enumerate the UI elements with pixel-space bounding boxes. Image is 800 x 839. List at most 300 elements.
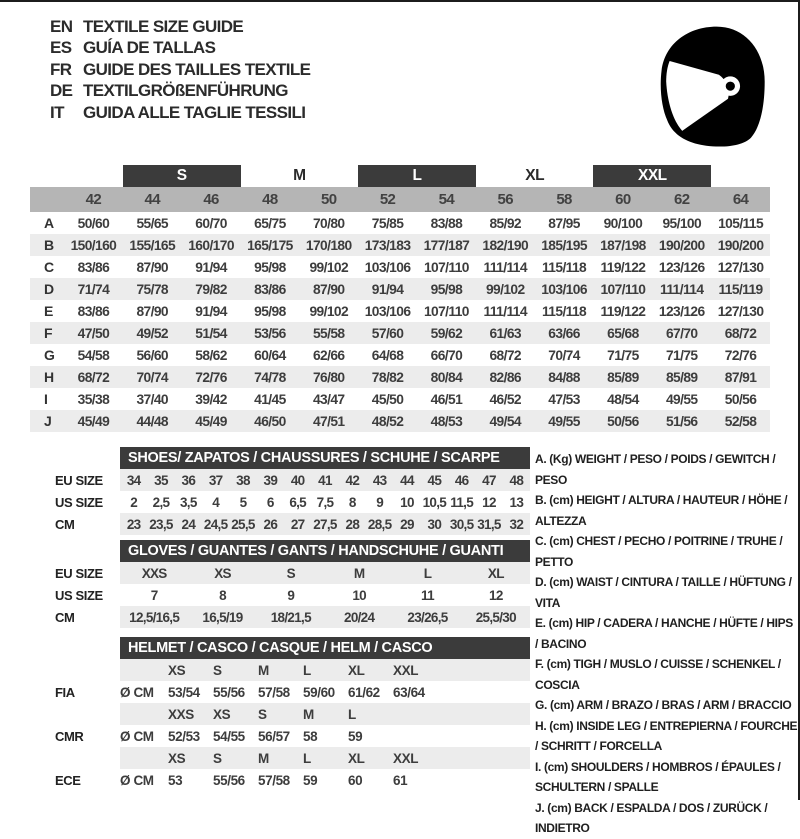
table-cell: 74/78	[254, 369, 286, 385]
size-cell: 35	[147, 469, 174, 491]
table-cell: 123/126	[658, 303, 705, 319]
legend-entry: J. (cm) BACK / ESPALDA / DOS / ZURÜCK / INDIETRO	[535, 800, 768, 835]
column-header: 42	[85, 191, 102, 208]
size-cell: 6,5	[289, 494, 306, 510]
table-cell: 155/165	[129, 237, 176, 253]
size-cell: 24	[175, 513, 202, 535]
size-cell: 27	[284, 513, 311, 535]
size-cell: 47	[475, 469, 502, 491]
table-cell: 78/82	[371, 369, 404, 385]
size-band-xxl: XXL	[593, 165, 711, 187]
racing-helmet-icon	[653, 22, 771, 148]
gloves-rows	[30, 562, 530, 628]
column-header: 58	[556, 191, 572, 208]
helmet-value-cell: 59	[303, 772, 318, 788]
table-cell: 99/102	[309, 259, 349, 275]
size-cell: L	[393, 562, 461, 584]
helmet-value-cell: 61/62	[348, 684, 380, 700]
table-cell: 71/75	[665, 347, 698, 363]
helmet-table	[30, 637, 530, 791]
table-row	[30, 366, 770, 388]
table-cell: 95/98	[254, 303, 286, 319]
helmet-size-cell: S	[258, 706, 267, 722]
size-cell: 24,5	[202, 513, 229, 535]
helmet-value-cell: 53/54	[168, 684, 200, 700]
helmet-size-cell: M	[303, 706, 314, 722]
table-cell: 53/56	[254, 325, 286, 341]
size-cell: 23	[120, 513, 147, 535]
column-header: 60	[615, 191, 631, 208]
size-cell: 10	[352, 587, 366, 603]
size-cell: 9	[376, 494, 384, 510]
table-cell: 85/89	[665, 369, 698, 385]
table-cell: 50/60	[77, 215, 110, 231]
language-title-list	[50, 16, 310, 124]
helmet-value-cell: 59/60	[303, 684, 335, 700]
shoes-table	[30, 447, 530, 535]
size-cell: 4	[212, 494, 220, 510]
table-cell: 66/70	[430, 347, 463, 363]
table-cell: 107/110	[423, 303, 469, 319]
table-cell: 49/55	[665, 391, 698, 407]
filler	[438, 659, 530, 681]
size-cell: 25,5/30	[462, 606, 530, 628]
table-cell: 50/56	[607, 413, 639, 429]
table-cell: 115/119	[718, 281, 763, 297]
size-band-m: M	[293, 167, 306, 184]
table-cell: 107/110	[423, 259, 469, 275]
column-header: 56	[497, 191, 513, 208]
table-cell: 51/54	[195, 325, 227, 341]
size-cell: 2,5	[152, 494, 170, 510]
size-cell: M	[325, 562, 393, 584]
helmet-value-cell: 61	[393, 772, 408, 788]
table-cell: 182/190	[482, 237, 529, 253]
helmet-size-cell: S	[213, 662, 222, 678]
size-cell: 8	[348, 494, 356, 510]
size-cell: 26	[257, 513, 284, 535]
table-cell: 79/82	[195, 281, 227, 297]
helmet-size-cell	[393, 703, 438, 725]
table-cell: 127/130	[717, 259, 764, 275]
helmet-value-cell: 53	[168, 772, 183, 788]
size-row	[30, 562, 530, 584]
row-label: D	[44, 281, 55, 297]
helmet-size-cell: S	[213, 750, 222, 766]
language-code: FR	[50, 59, 72, 79]
size-cell: XS	[188, 562, 256, 584]
size-cell: 43	[366, 469, 393, 491]
shoes-rows	[30, 469, 530, 535]
table-cell: 67/70	[665, 325, 698, 341]
table-cell: 127/130	[717, 303, 764, 319]
size-cell: 32	[503, 513, 530, 535]
size-cell: XXS	[120, 562, 188, 584]
table-cell: 83/86	[254, 281, 286, 297]
helmet-value-cell: 56/57	[258, 728, 290, 744]
standard-label: CMR	[55, 728, 84, 744]
table-cell: 60/70	[195, 215, 227, 231]
language-code: EN	[50, 16, 73, 36]
helmet-size-cell: XS	[168, 750, 186, 766]
measure-label: Ø CM	[120, 728, 154, 744]
language-title: GUIDE DES TAILLES TEXTILE	[83, 59, 311, 79]
table-cell: 47/50	[77, 325, 110, 341]
size-cell: 36	[175, 469, 202, 491]
measure-spacer	[120, 703, 168, 725]
size-band-xl: XL	[525, 167, 545, 184]
column-header: 48	[262, 191, 278, 208]
column-header: 54	[438, 191, 455, 208]
table-row	[30, 278, 770, 300]
helmet-value-cell: 57/58	[258, 684, 290, 700]
helmet-size-cell: L	[303, 750, 311, 766]
gloves-header: GLOVES / GUANTES / GANTS / HANDSCHUHE / GUANTI	[120, 540, 530, 562]
table-cell: 103/106	[541, 281, 587, 297]
size-cell: 41	[311, 469, 338, 491]
table-cell: 165/175	[247, 237, 293, 253]
size-cell: 7,5	[316, 494, 334, 510]
table-cell: 65/68	[607, 325, 639, 341]
helmet-size-cell: XXS	[168, 706, 194, 722]
row-label: US SIZE	[55, 494, 103, 510]
row-label: EU SIZE	[55, 565, 103, 581]
size-cell: 13	[509, 494, 524, 510]
size-cell: S	[257, 562, 325, 584]
table-cell: 150/160	[70, 237, 117, 253]
size-cell: 5	[239, 494, 247, 510]
helmet-value-cell: 52/53	[168, 728, 200, 744]
shoes-header: SHOES/ ZAPATOS / CHAUSSURES / SCHUHE / SCARPE	[120, 447, 530, 469]
legend-entry: G. (cm) ARM / BRAZO / BRAS / ARM / BRACCIO	[535, 698, 792, 712]
legend-entry: A. (Kg) WEIGHT / PESO / POIDS / GEWITCH / PESO	[535, 452, 776, 487]
column-header: 50	[320, 191, 337, 208]
table-cell: 177/187	[423, 237, 470, 253]
size-cell: 45	[421, 469, 448, 491]
measure-label: Ø CM	[120, 684, 154, 700]
table-cell: 35/38	[77, 391, 110, 407]
size-cell: 12	[489, 587, 503, 603]
helmet-size-row	[120, 747, 530, 769]
size-row	[30, 469, 530, 491]
measurement-legend	[535, 449, 798, 839]
helmet-value-cell	[393, 725, 438, 747]
table-cell: 119/122	[600, 259, 646, 275]
table-row	[30, 300, 770, 322]
table-cell: 105/115	[718, 215, 764, 231]
table-cell: 107/110	[600, 281, 646, 297]
size-cell: 29	[393, 513, 420, 535]
table-cell: 62/66	[312, 347, 345, 363]
table-row	[30, 212, 770, 234]
table-cell: 90/100	[603, 215, 643, 231]
helmet-value-row	[30, 769, 530, 791]
size-cell: 39	[257, 469, 284, 491]
size-cell: 7	[150, 587, 158, 603]
table-cell: 115/118	[541, 303, 587, 319]
table-cell: 71/75	[607, 347, 639, 363]
language-title: GUIDA ALLE TAGLIE TESSILI	[83, 102, 306, 122]
helmet-value-cell: 57/58	[258, 772, 290, 788]
size-bands-row	[30, 165, 770, 187]
table-cell: 45/50	[371, 391, 404, 407]
size-band-l: L	[358, 165, 476, 187]
table-cell: 60/64	[254, 347, 286, 363]
table-cell: 83/86	[77, 303, 110, 319]
helmet-size-row	[120, 659, 530, 681]
table-cell: 123/126	[658, 259, 705, 275]
table-cell: 70/80	[312, 215, 345, 231]
table-cell: 48/53	[430, 413, 463, 429]
legend-entry: D. (cm) WAIST / CINTURA / TAILLE / HÜFTUNG / VITA	[535, 575, 792, 610]
size-cell: 44	[393, 469, 420, 491]
size-cell: 11	[421, 587, 434, 603]
filler	[438, 769, 530, 791]
language-row	[50, 81, 310, 103]
size-cell: 16,5/19	[188, 606, 256, 628]
table-cell: 65/75	[254, 215, 286, 231]
table-cell: 111/114	[660, 281, 704, 297]
table-cell: 70/74	[136, 369, 168, 385]
table-cell: 95/98	[430, 281, 463, 297]
table-cell: 87/91	[724, 369, 757, 385]
table-cell: 103/106	[364, 303, 411, 319]
table-cell: 72/76	[195, 369, 227, 385]
size-row	[30, 606, 530, 628]
table-cell: 91/94	[195, 303, 227, 319]
table-cell: 63/66	[548, 325, 580, 341]
row-label: J	[44, 413, 52, 429]
table-cell: 46/51	[430, 391, 463, 407]
textile-rows	[30, 212, 770, 432]
size-band-s: S	[123, 165, 241, 187]
helmet-rows	[30, 659, 530, 791]
language-code: ES	[50, 38, 72, 58]
table-cell: 44/48	[136, 413, 168, 429]
table-cell: 55/58	[312, 325, 345, 341]
row-label: E	[44, 303, 54, 319]
helmet-size-cell: L	[303, 662, 311, 678]
column-header: 62	[673, 191, 690, 208]
language-row	[50, 102, 310, 124]
table-cell: 47/53	[548, 391, 580, 407]
table-cell: 61/63	[489, 325, 521, 341]
measure-label: Ø CM	[120, 772, 154, 788]
helmet-size-cell: XXL	[393, 750, 419, 766]
table-cell: 87/90	[312, 281, 345, 297]
helmet-value-cell: 55/56	[213, 772, 245, 788]
standard-label: ECE	[55, 772, 81, 788]
row-label: F	[44, 325, 53, 341]
table-cell: 37/40	[136, 391, 168, 407]
table-cell: 190/200	[658, 237, 705, 253]
size-cell: 3,5	[179, 494, 197, 510]
language-title: GUÍA DE TALLAS	[83, 38, 216, 58]
textile-size-table	[30, 165, 770, 432]
size-columns-row	[30, 187, 770, 212]
size-cell: 31,5	[475, 513, 502, 535]
size-cell: 12,5/16,5	[120, 606, 188, 628]
row-label: A	[44, 215, 55, 231]
row-label: EU SIZE	[55, 472, 103, 488]
row-label: I	[44, 391, 48, 407]
table-cell: 46/52	[489, 391, 521, 407]
row-label: CM	[55, 516, 75, 532]
gloves-table	[30, 540, 530, 628]
language-code: DE	[50, 81, 73, 101]
table-cell: 52/58	[724, 413, 757, 429]
table-cell: 95/100	[662, 215, 702, 231]
table-cell: 45/49	[195, 413, 227, 429]
size-cell: 28	[339, 513, 366, 535]
table-cell: 84/88	[548, 369, 580, 385]
helmet-size-cell: XL	[348, 662, 365, 678]
helmet-value-row	[30, 681, 530, 703]
row-label: C	[44, 259, 55, 275]
filler	[438, 681, 530, 703]
table-cell: 75/85	[371, 215, 404, 231]
language-title: TEXTILE SIZE GUIDE	[83, 16, 244, 36]
column-header: 46	[203, 191, 219, 208]
table-cell: 190/200	[717, 237, 764, 253]
size-cell: 6	[266, 494, 274, 510]
helmet-size-cell: L	[348, 706, 356, 722]
size-cell: 18/21,5	[257, 606, 325, 628]
row-label: US SIZE	[55, 587, 103, 603]
table-cell: 170/180	[305, 237, 352, 253]
language-code: IT	[50, 102, 64, 122]
table-cell: 55/65	[136, 215, 168, 231]
table-cell: 187/198	[600, 237, 646, 253]
helmet-value-cell: 63/64	[393, 684, 425, 700]
size-cell: 25,5	[229, 513, 256, 535]
table-row	[30, 322, 770, 344]
helmet-size-cell: M	[258, 662, 269, 678]
table-cell: 83/88	[430, 215, 463, 231]
size-cell: 10	[400, 494, 414, 510]
table-cell: 115/118	[541, 259, 587, 275]
table-cell: 87/95	[548, 215, 580, 231]
table-cell: 80/84	[430, 369, 463, 385]
table-cell: 173/183	[364, 237, 411, 253]
table-cell: 85/92	[489, 215, 521, 231]
table-cell: 87/90	[136, 303, 168, 319]
column-spacer	[30, 187, 64, 212]
size-cell: 48	[503, 469, 530, 491]
size-cell: 30	[421, 513, 448, 535]
table-cell: 75/78	[136, 281, 168, 297]
table-cell: 68/72	[489, 347, 521, 363]
size-cell: 40	[284, 469, 311, 491]
column-header: 52	[379, 191, 396, 208]
table-cell: 43/47	[312, 391, 345, 407]
table-cell: 85/89	[607, 369, 639, 385]
table-cell: 41/45	[254, 391, 286, 407]
table-row	[30, 388, 770, 410]
table-cell: 49/52	[136, 325, 168, 341]
table-cell: 58/62	[195, 347, 227, 363]
size-row	[30, 513, 530, 535]
table-cell: 91/94	[195, 259, 227, 275]
column-header: 64	[732, 191, 749, 208]
language-title: TEXTILGRÖßENFÜHRUNG	[83, 81, 288, 101]
helmet-size-cell: XS	[213, 706, 231, 722]
helmet-value-cell: 55/56	[213, 684, 245, 700]
table-cell: 87/90	[136, 259, 168, 275]
row-label: G	[44, 347, 55, 363]
table-cell: 56/60	[136, 347, 168, 363]
legend-entry: I. (cm) SHOULDERS / HOMBROS / ÉPAULES / SCHULTERN / SPALLE	[535, 759, 781, 794]
size-cell: 23/26,5	[393, 606, 461, 628]
helmet-value-cell: 58	[303, 728, 318, 744]
column-header: 44	[144, 191, 160, 208]
size-cell: 11,5	[450, 494, 474, 510]
helmet-size-cell: M	[258, 750, 269, 766]
size-cell: 28,5	[366, 513, 393, 535]
table-cell: 160/170	[188, 237, 234, 253]
size-band-spacer	[711, 165, 770, 187]
helmet-size-cell: XXL	[393, 662, 419, 678]
table-cell: 47/51	[312, 413, 345, 429]
size-cell: 37	[202, 469, 229, 491]
size-cell: XL	[462, 562, 530, 584]
size-cell: 34	[120, 469, 147, 491]
table-row	[30, 344, 770, 366]
table-cell: 49/55	[548, 413, 580, 429]
table-cell: 45/49	[77, 413, 110, 429]
legend-entry: F. (cm) TIGH / MUSLO / CUISSE / SCHENKEL / COSCIA	[535, 657, 781, 692]
table-cell: 82/86	[489, 369, 521, 385]
table-cell: 48/52	[371, 413, 404, 429]
filler	[438, 703, 530, 725]
row-label: H	[44, 369, 55, 385]
table-cell: 64/68	[371, 347, 404, 363]
helmet-value-cell: 54/55	[213, 728, 245, 744]
table-cell: 95/98	[254, 259, 286, 275]
table-cell: 51/56	[665, 413, 698, 429]
table-cell: 39/42	[195, 391, 227, 407]
table-cell: 54/58	[77, 347, 110, 363]
size-cell: 42	[339, 469, 366, 491]
size-cell: 20/24	[325, 606, 393, 628]
table-cell: 68/72	[77, 369, 110, 385]
table-cell: 59/62	[430, 325, 463, 341]
size-row	[30, 491, 530, 513]
measure-spacer	[120, 747, 168, 769]
table-cell: 111/114	[483, 259, 527, 275]
table-cell: 49/54	[489, 413, 521, 429]
table-row	[30, 234, 770, 256]
table-cell: 119/122	[600, 303, 646, 319]
table-cell: 70/74	[548, 347, 580, 363]
table-cell: 68/72	[724, 325, 757, 341]
legend-entry: C. (cm) CHEST / PECHO / POITRINE / TRUHE / PETTO	[535, 534, 783, 569]
language-row	[50, 59, 310, 81]
table-cell: 76/80	[312, 369, 345, 385]
table-cell: 91/94	[371, 281, 404, 297]
size-cell: 10,5	[422, 494, 447, 510]
size-cell: 8	[219, 587, 226, 603]
helmet-value-cell: 60	[348, 772, 363, 788]
table-cell: 185/195	[541, 237, 587, 253]
row-label: CM	[55, 609, 75, 625]
table-cell: 83/86	[77, 259, 110, 275]
filler	[438, 725, 530, 747]
size-cell: 27,5	[311, 513, 338, 535]
size-cell: 2	[130, 494, 138, 510]
row-label: B	[44, 237, 55, 253]
helmet-size-cell: XL	[348, 750, 365, 766]
